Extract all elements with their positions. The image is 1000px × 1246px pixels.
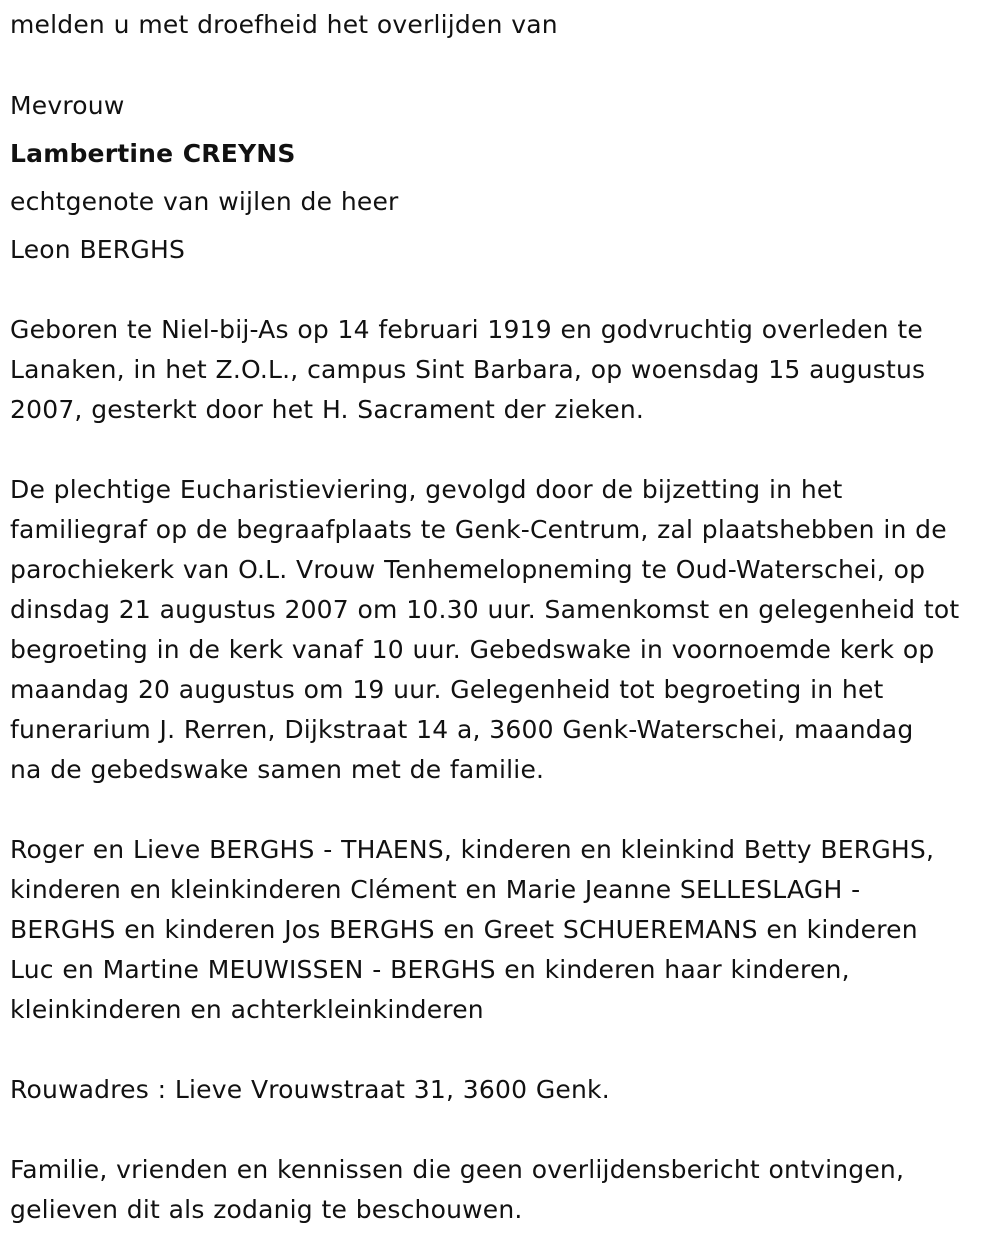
mass-line: maandag 20 augustus om 19 uur. Gelegenheid tot begroeting in het: [10, 675, 884, 704]
deceased-name: Lambertine CREYNS: [10, 139, 296, 168]
family-line: kleinkinderen en achterkleinkinderen: [10, 995, 484, 1024]
birth-line: Geboren te Niel-bij-As op 14 februari 1919 en godvruchtig overleden te: [10, 315, 923, 344]
family-line: Luc en Martine MEUWISSEN - BERGHS en kinderen haar kinderen,: [10, 955, 850, 984]
birth-line: Lanaken, in het Z.O.L., campus Sint Barbara, op woensdag 15 augustus: [10, 355, 926, 384]
funeral-mass-paragraph: [10, 470, 959, 790]
mass-line: na de gebedswake samen met de familie.: [10, 755, 545, 784]
mass-line: De plechtige Eucharistieviering, gevolgd door de bijzetting in het: [10, 475, 843, 504]
mourning-address: Rouwadres : Lieve Vrouwstraat 31, 3600 Genk.: [10, 1075, 610, 1104]
family-line: Roger en Lieve BERGHS - THAENS, kinderen en kleinkind Betty BERGHS,: [10, 835, 935, 864]
mourning-address-paragraph: [10, 1070, 610, 1110]
mass-line: parochiekerk van O.L. Vrouw Tenhemelopneming te Oud-Waterschei, op: [10, 555, 926, 584]
birth-line: 2007, gesterkt door het H. Sacrament der zieken.: [10, 395, 645, 424]
mass-line: funerarium J. Rerren, Dijkstraat 14 a, 3600 Genk-Waterschei, maandag: [10, 715, 914, 744]
mass-line: dinsdag 21 augustus 2007 om 10.30 uur. Samenkomst en gelegenheid tot: [10, 595, 960, 624]
honorific-title: Mevrouw: [10, 91, 125, 120]
note-line: gelieven dit als zodanig te beschouwen.: [10, 1195, 523, 1224]
mass-line: familiegraf op de begraafplaats te Genk-Centrum, zal plaatshebben in de: [10, 515, 947, 544]
family-paragraph: [10, 830, 934, 1030]
closing-note-paragraph: [10, 1150, 904, 1230]
birth-paragraph: [10, 310, 925, 430]
note-line: Familie, vrienden en kennissen die geen overlijdensbericht ontvingen,: [10, 1155, 905, 1184]
family-line: kinderen en kleinkinderen Clément en Marie Jeanne SELLESLAGH -: [10, 875, 861, 904]
family-line: BERGHS en kinderen Jos BERGHS en Greet SCHUEREMANS en kinderen: [10, 915, 918, 944]
intro-text: melden u met droefheid het overlijden van: [10, 10, 558, 39]
spouse-label: echtgenote van wijlen de heer: [10, 187, 399, 216]
mass-line: begroeting in de kerk vanaf 10 uur. Gebedswake in voornoemde kerk op: [10, 635, 935, 664]
spouse-name: Leon BERGHS: [10, 235, 186, 264]
